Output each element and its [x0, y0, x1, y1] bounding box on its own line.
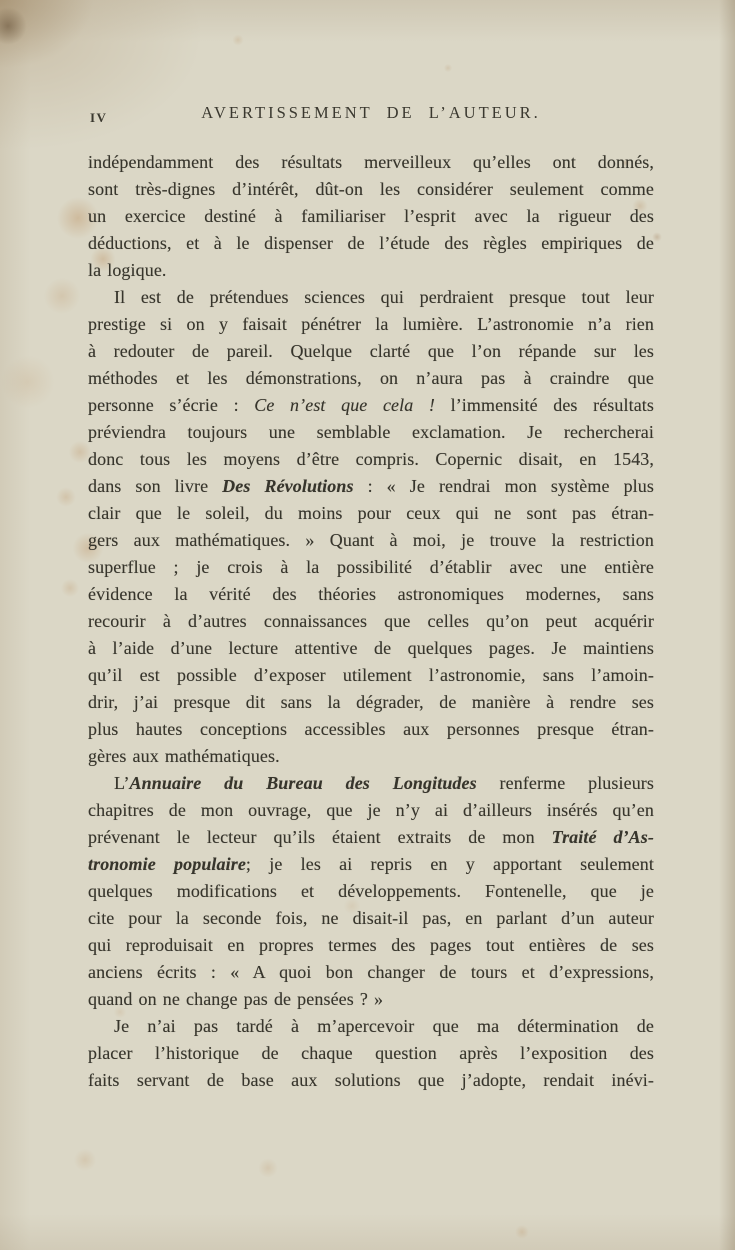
text-run: ; je les ai repris en y apportant seulement	[245, 854, 654, 874]
text-run: Traité d’As-	[551, 827, 654, 847]
text-run: : « Je rendrai mon système plus	[353, 476, 654, 496]
running-title: AVERTISSEMENT DE L’AUTEUR.	[201, 103, 541, 122]
text-line	[88, 392, 654, 419]
text-run: prestige si on y faisait pénétrer la lumière. L’astronomie n’a rien	[88, 314, 654, 334]
text-run: cite pour la seconde fois, ne disait-il pas, en parlant d’un auteur	[88, 908, 654, 928]
text-run: méthodes et les démonstrations, on n’aura pas à craindre que	[88, 368, 654, 388]
text-line	[88, 527, 654, 554]
text-line	[88, 878, 654, 905]
text-run: Il est de prétendues sciences qui perdraient presque tout leur	[114, 287, 654, 307]
text-run: préviendra toujours une semblable exclamation. Je rechercherai	[88, 422, 654, 442]
text-run: quelques modifications et développements. Fontenelle, que je	[88, 881, 654, 901]
text-line	[88, 986, 654, 1013]
body-text	[88, 149, 654, 1094]
text-line	[88, 365, 654, 392]
text-line	[88, 1013, 654, 1040]
text-run: la logique.	[88, 260, 167, 280]
text-line	[88, 284, 654, 311]
text-run: clair que le soleil, du moins pour ceux qui ne sont pas étran-	[88, 503, 654, 523]
text-run: un exercice destiné à familiariser l’esprit avec la rigueur des	[88, 206, 654, 226]
page-number: IV	[90, 110, 108, 125]
text-line	[88, 932, 654, 959]
text-line	[88, 500, 654, 527]
text-run: superflue ; je crois à la possibilité d’établir avec une entière	[88, 557, 654, 577]
text-line	[88, 689, 654, 716]
text-run: sont très-dignes d’intérêt, dût-on les considérer seulement comme	[88, 179, 654, 199]
text-run: L’	[114, 773, 130, 793]
text-run: prévenant le lecteur qu’ils étaient extraits de mon	[88, 827, 552, 847]
text-line	[88, 770, 654, 797]
text-run: qui reproduisait en propres termes des pages tout entières de ses	[88, 935, 654, 955]
text-run: qu’il est possible d’exposer utilement l’astronomie, sans l’amoin-	[88, 665, 654, 685]
text-run: l’immensité des résultats	[435, 395, 654, 415]
text-run: gères aux mathématiques.	[88, 746, 280, 766]
text-run: drir, j’ai presque dit sans la dégrader, de manière à rendre ses	[88, 692, 654, 712]
text-line	[88, 1040, 654, 1067]
text-line	[88, 797, 654, 824]
text-run: à redouter de pareil. Quelque clarté que l’on répande sur les	[88, 341, 654, 361]
page-header	[88, 103, 654, 129]
text-line	[88, 905, 654, 932]
text-run: personne s’écrie :	[88, 395, 255, 415]
text-line	[88, 203, 654, 230]
text-run: indépendamment des résultats merveilleux qu’elles ont donnés,	[88, 152, 654, 172]
text-run: quand on ne change pas de pensées ? »	[88, 989, 384, 1009]
text-run: placer l’historique de chaque question après l’exposition des	[88, 1043, 654, 1063]
text-line	[88, 257, 654, 284]
text-line	[88, 419, 654, 446]
text-line	[88, 635, 654, 662]
text-run: Je n’ai pas tardé à m’apercevoir que ma détermination de	[114, 1016, 654, 1036]
text-line	[88, 311, 654, 338]
text-line	[88, 1067, 654, 1094]
text-line	[88, 473, 654, 500]
text-line	[88, 824, 654, 851]
text-run: dans son livre	[88, 476, 223, 496]
text-line	[88, 446, 654, 473]
text-line	[88, 581, 654, 608]
text-line	[88, 716, 654, 743]
text-run: tronomie populaire	[88, 854, 246, 874]
text-line	[88, 662, 654, 689]
text-run: évidence la vérité des théories astronomiques modernes, sans	[88, 584, 654, 604]
text-run: déductions, et à le dispenser de l’étude des règles empiriques de	[88, 233, 654, 253]
text-run: renferme plusieurs	[476, 773, 654, 793]
text-run: Annuaire du Bureau des Longitudes	[129, 773, 477, 793]
text-run: gers aux mathématiques. » Quant à moi, je trouve la restriction	[88, 530, 654, 550]
text-run: anciens écrits : « A quoi bon changer de tours et d’expressions,	[88, 962, 654, 982]
text-run: Ce n’est que cela !	[254, 395, 436, 415]
text-line	[88, 743, 654, 770]
text-run: Des Révolutions	[222, 476, 354, 496]
text-line	[88, 338, 654, 365]
text-run: à l’aide d’une lecture attentive de quelques pages. Je maintiens	[88, 638, 654, 658]
text-line	[88, 176, 654, 203]
text-run: faits servant de base aux solutions que j’adopte, rendait inévi-	[88, 1070, 654, 1090]
text-line	[88, 554, 654, 581]
text-line	[88, 608, 654, 635]
text-line	[88, 230, 654, 257]
text-run: recourir à d’autres connaissances que celles qu’on peut acquérir	[88, 611, 654, 631]
text-line	[88, 959, 654, 986]
text-run: plus hautes conceptions accessibles aux personnes presque étran-	[88, 719, 654, 739]
text-line	[88, 149, 654, 176]
text-run: chapitres de mon ouvrage, que je n’y ai d’ailleurs insérés qu’en	[88, 800, 654, 820]
text-line	[88, 851, 654, 878]
text-run: donc tous les moyens d’être compris. Copernic disait, en 1543,	[88, 449, 654, 469]
